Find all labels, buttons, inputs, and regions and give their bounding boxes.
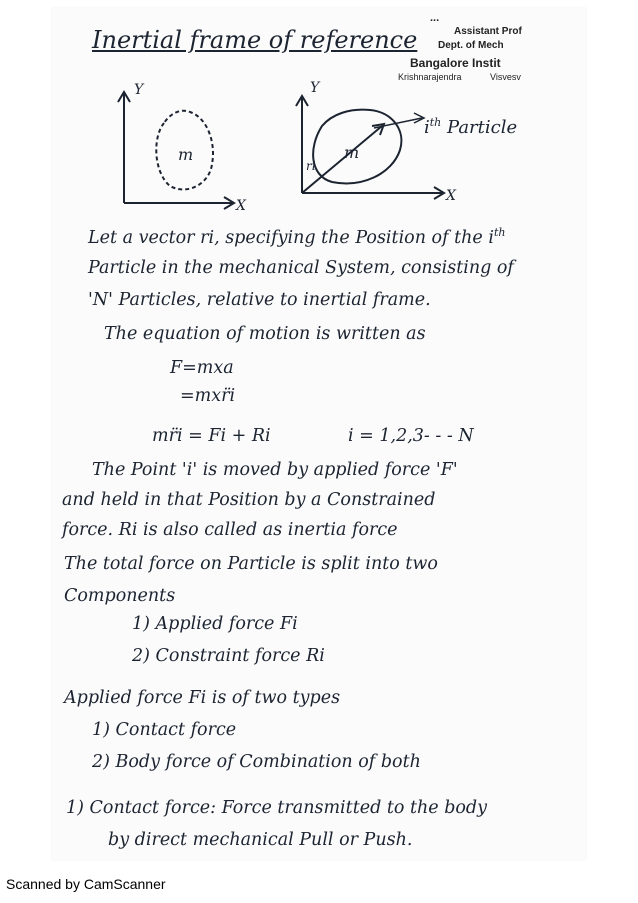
text-line-6: and held in that Position by a Constrained bbox=[62, 490, 436, 510]
equation-3: mr̈i = Fi + Ri bbox=[152, 426, 271, 446]
text-line-9: Components bbox=[64, 586, 176, 606]
text-line-4: The equation of motion is written as bbox=[104, 324, 426, 344]
text-line-3: 'N' Particles, relative to inertial frame. bbox=[88, 290, 431, 310]
page-title: Inertial frame of reference bbox=[92, 26, 418, 54]
list-item-applied-force: 1) Applied force Fi bbox=[132, 614, 298, 634]
particle-index-sup: th bbox=[429, 116, 442, 129]
scanner-watermark: Scanned by CamScanner bbox=[6, 876, 166, 892]
stamp-line-5: Krishnarajendra bbox=[398, 72, 462, 82]
particle-label bbox=[424, 116, 517, 138]
list-item-contact-force: 1) Contact force bbox=[92, 720, 237, 740]
list-item-body-force: 2) Body force of Combination of both bbox=[92, 752, 421, 772]
text-line-10: Applied force Fi is of two types bbox=[64, 688, 341, 708]
text-line-1-main: Let a vector ri, specifying the Position of the i bbox=[88, 227, 494, 248]
right-axis-y-label: Y bbox=[310, 80, 320, 96]
position-vector-label: ri bbox=[306, 159, 316, 173]
text-line-8: The total force on Particle is split into two bbox=[64, 554, 438, 574]
text-line-11: 1) Contact force: Force transmitted to the body bbox=[66, 798, 488, 818]
text-line-12: by direct mechanical Pull or Push. bbox=[108, 830, 413, 850]
text-line-1 bbox=[88, 226, 505, 248]
text-line-2: Particle in the mechanical System, consisting of bbox=[88, 258, 514, 278]
right-axis-x-label: X bbox=[446, 188, 456, 204]
list-item-constraint-force: 2) Constraint force Ri bbox=[132, 646, 325, 666]
stamp-line-4: Bangalore Instit bbox=[410, 56, 501, 70]
text-line-5: The Point 'i' is moved by applied force 'F' bbox=[92, 460, 458, 480]
stamp-line-2: Assistant Prof bbox=[454, 26, 522, 37]
left-mass-label: m bbox=[178, 145, 194, 164]
left-axis-y-label: Y bbox=[134, 82, 144, 98]
text-line-1-sup: th bbox=[493, 226, 506, 239]
right-mass-label: m bbox=[344, 143, 360, 162]
particle-index: i bbox=[424, 117, 430, 138]
scanned-page bbox=[52, 8, 586, 860]
stamp-line-1: ... bbox=[430, 12, 440, 24]
particle-text: Particle bbox=[447, 117, 518, 138]
left-axis-x-label: X bbox=[236, 198, 246, 214]
stamp-line-6: Visvesv bbox=[490, 72, 521, 82]
equation-2: =mxr̈i bbox=[180, 386, 236, 406]
text-line-7: force. Ri is also called as inertia force bbox=[62, 520, 398, 540]
stamp-line-3: Dept. of Mech bbox=[438, 40, 504, 51]
inertial-frame-diagram bbox=[112, 78, 456, 218]
equation-index-range: i = 1,2,3- - - N bbox=[348, 426, 474, 446]
equation-1: F=mxa bbox=[170, 358, 234, 378]
